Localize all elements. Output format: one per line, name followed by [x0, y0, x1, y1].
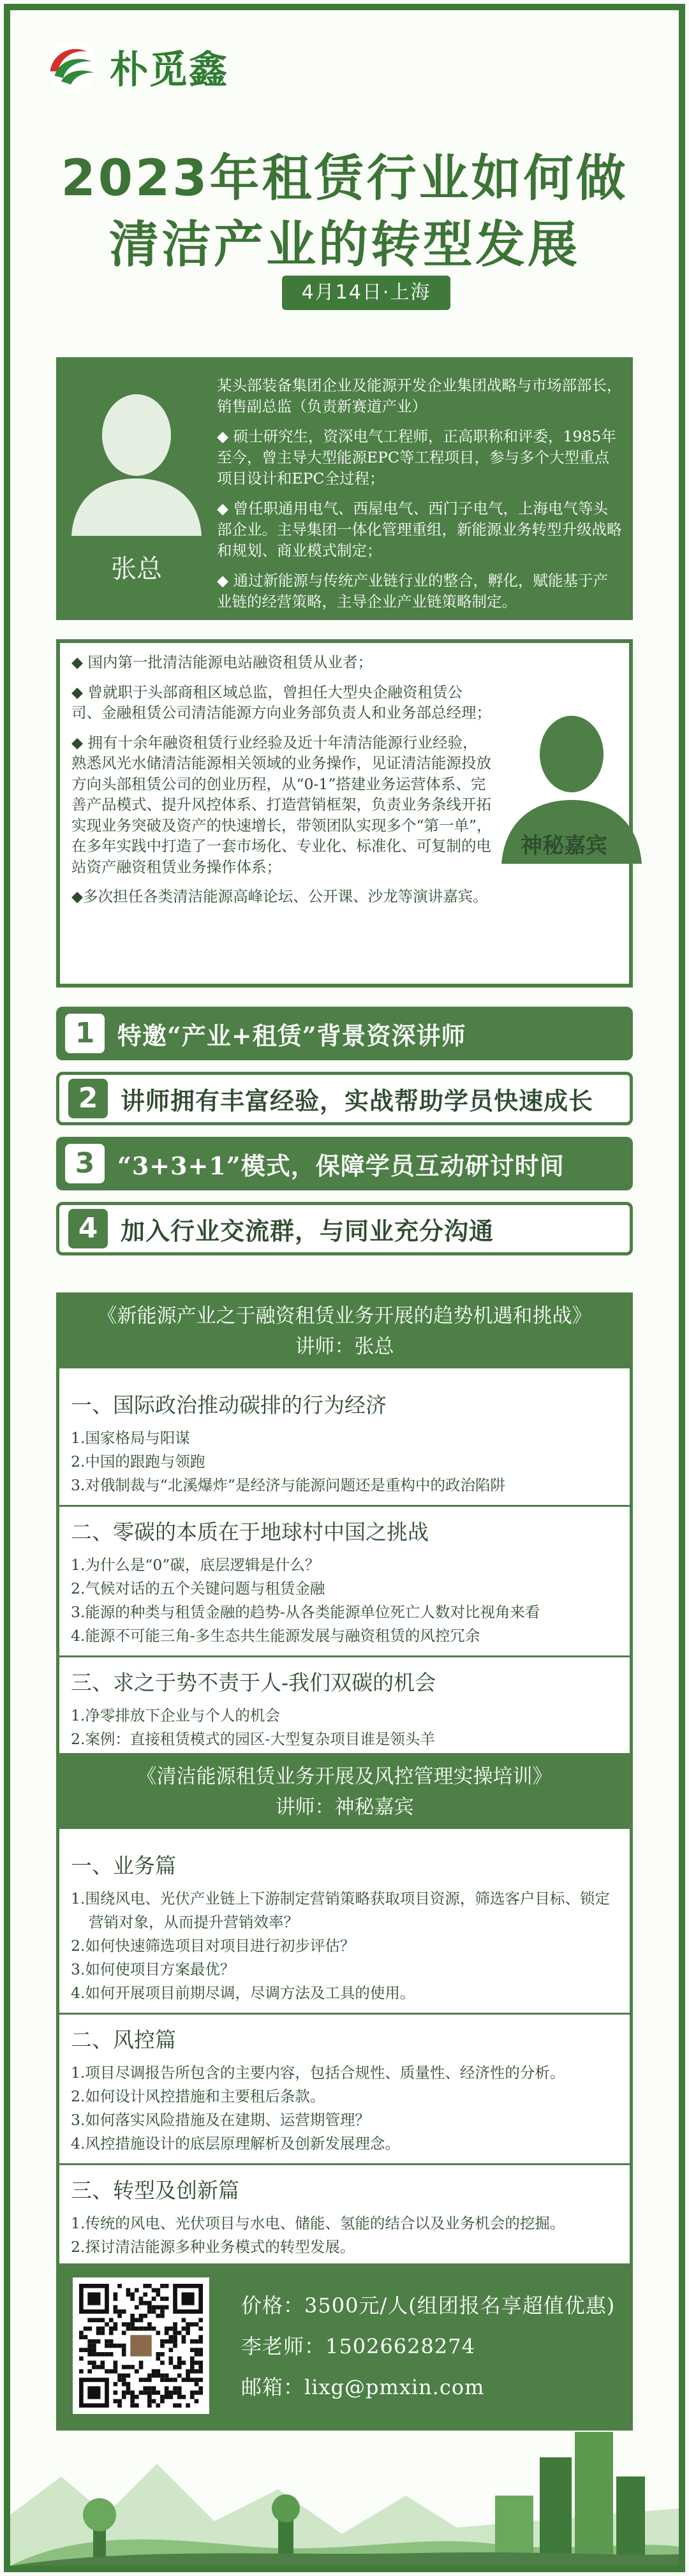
list-item: 1.国家格局与阳谋	[71, 1429, 190, 1447]
brand-logo-icon	[45, 40, 100, 94]
list-item: 2.气候对话的五个关键问题与租赁金融	[71, 1580, 325, 1597]
bio-paragraph: ◆ 硕士研究生，资深电气工程师，正高职称和评委，1985年至今，曾主导大型能源EPC等工程项目，参与多个大型重点项目设计和EPC全过程；	[217, 427, 616, 487]
speaker-2-name: 神秘嘉宾	[521, 833, 607, 859]
bio-paragraph: 某头部装备集团企业及能源开发企业集团战略与市场部部长，销售副总监（负责新赛道产业）	[217, 376, 622, 415]
section-title: 三、求之于势不责于人-我们双碳的机会	[71, 1670, 436, 1695]
section-title: 三、转型及创新篇	[71, 2178, 239, 2203]
bio-paragraph: ◆多次担任各类清洁能源高峰论坛、公开课、沙龙等演讲嘉宾。	[71, 887, 488, 905]
course-title: 《清洁能源租赁业务开展及风控管理实操培训》	[137, 1765, 552, 1788]
qr-code[interactable]	[73, 2277, 209, 2414]
bio-paragraph: ◆ 拥有十余年融资租赁行业经验及近十年清洁能源行业经验，熟悉风光水储清洁能源相关领域的业务操作，见证清洁能源投放方向头部租赁公司的创业历程，从“0-1”搭建业务运营体系、完善产品模式、提升风控体系、打造营销框架，负责业务条线开拓实现业务突破及资产的快速增长，带领团队实现多个“第一单”，在多年实践中打造了一套市场化、专业化、标准化、可复制的电站资产融资租赁业务操作体系；	[71, 733, 492, 876]
feature-number: 2	[68, 1079, 108, 1118]
feature-item-1	[56, 1007, 633, 1060]
feature-number: 4	[68, 1209, 108, 1248]
list-item: 1.净零排放下企业与个人的机会	[71, 1706, 280, 1724]
brand-logo	[45, 40, 228, 94]
person-silhouette-icon	[65, 383, 208, 536]
list-item: 3.对俄制裁与“北溪爆炸”是经济与能源问题还是重构中的政治陷阱	[71, 1476, 505, 1494]
speaker-1-bio	[217, 375, 623, 621]
feature-number: 3	[65, 1144, 105, 1183]
qr-code-icon	[79, 2284, 203, 2408]
section-title: 二、零碳的本质在于地球村中国之挑战	[71, 1520, 429, 1544]
list-item: 1.为什么是“0”碳，底层逻辑是什么？	[71, 1556, 320, 1574]
divider	[59, 2013, 630, 2015]
feature-number: 1	[65, 1014, 105, 1053]
list-item: 3.如何使项目方案最优？	[71, 1960, 235, 1978]
list-item: 2.如何设计风控措施和主要租后条款。	[71, 2087, 325, 2105]
feature-text: 特邀“产业+租赁”背景资深讲师	[117, 1021, 466, 1050]
page-title	[0, 145, 689, 278]
list-item: 2.中国的跟跑与领跑	[71, 1453, 205, 1470]
speaker-2-bio	[71, 652, 493, 916]
list-item: 1.项目尽调报告所包含的主要内容，包括合规性、质量性、经济性的分析。	[71, 2064, 565, 2082]
list-item: 4.能源不可能三角-多生态共生能源发展与融资租赁的风控冗余	[71, 1627, 480, 1645]
list-item: 1.围绕风电、光伏产业链上下游制定营销策略获取项目资源，筛选客户目标、锁定营销对象，从而提升营销效率？	[71, 1890, 610, 1931]
list-item: 2.案例：直接租赁模式的园区-大型复杂项目谁是领头羊	[71, 1730, 435, 1748]
course-lecturer: 讲师：张总	[295, 1335, 394, 1358]
feature-text: 加入行业交流群，与同业充分沟通	[121, 1216, 494, 1245]
bio-paragraph: ◆ 曾任职通用电气、西屋电气、西门子电气，上海电气等头部企业。主导集团一体化管理重组，新能源业务转型升级战略和规划、商业模式制定；	[217, 500, 622, 559]
email-text[interactable]: 邮箱：lixg@pmxin.com	[241, 2375, 485, 2399]
course-lecturer: 讲师：神秘嘉宾	[275, 1796, 414, 1819]
title-line-1: 2023年租赁行业如何做	[61, 150, 628, 207]
course-title: 《新能源产业之于融资租赁业务开展的趋势机遇和挑战》	[97, 1305, 592, 1328]
list-item: 3.如何落实风险措施及在建期、运营期管理？	[71, 2111, 370, 2129]
section-title: 一、国际政治推动碳排的行为经济	[71, 1393, 387, 1418]
speaker-2-card	[56, 639, 633, 988]
feature-item-3	[56, 1137, 633, 1190]
feature-item-4	[56, 1202, 633, 1255]
course-2-header	[59, 1756, 630, 1829]
brand-name: 朴觅鑫	[110, 48, 228, 93]
list-item: 4.风控措施设计的底层原理解析及创新发展理念。	[71, 2135, 400, 2152]
divider	[59, 1655, 630, 1657]
contact-panel	[56, 2263, 633, 2431]
course-1-header	[59, 1296, 630, 1368]
course-2-body	[59, 1829, 630, 2259]
section-title: 二、风控篇	[71, 2027, 176, 2052]
teacher-phone[interactable]: 李老师：15026628274	[241, 2334, 475, 2358]
bio-paragraph: ◆ 国内第一批清洁能源电站融资租赁从业者；	[71, 653, 373, 671]
course-2-card	[56, 1753, 633, 2271]
list-item: 2.探讨清洁能源多种业务模式的转型发展。	[71, 2238, 355, 2256]
divider	[59, 1505, 630, 1507]
divider	[59, 2163, 630, 2165]
feature-text: “3+3+1”模式，保障学员互动研讨时间	[117, 1151, 565, 1180]
course-1-body	[59, 1368, 630, 1751]
list-item: 3.能源的种类与租赁金融的趋势-从各类能源单位死亡人数对比视角来看	[71, 1603, 540, 1621]
list-item: 4.如何开展项目前期尽调，尽调方法及工具的使用。	[71, 1984, 415, 2002]
list-item: 2.如何快速筛选项目对项目进行初步评估？	[71, 1937, 355, 1955]
bio-paragraph: ◆ 曾就职于头部商租区域总监，曾担任大型央企融资租赁公司、金融租赁公司清洁能源方向业务部负责人和业务部总经理；	[71, 683, 491, 722]
feature-item-2	[56, 1072, 633, 1125]
course-1-card	[56, 1292, 633, 1763]
bio-paragraph: ◆ 通过新能源与传统产业链行业的整合，孵化，赋能基于产业链的经营策略，主导企业产业链策略制定。	[217, 572, 609, 611]
title-line-2: 清洁产业的转型发展	[108, 216, 580, 274]
city-landscape-illustration	[10, 2419, 679, 2566]
price-text: 价格：3500元/人(组团报名享超值优惠)	[241, 2293, 616, 2318]
feature-text: 讲师拥有丰富经验，实战帮助学员快速成长	[121, 1086, 594, 1115]
list-item: 1.传统的风电、光伏项目与水电、储能、氢能的结合以及业务机会的挖掘。	[71, 2214, 565, 2232]
date-badge: 4月14日·上海	[282, 276, 450, 310]
speaker-1-card	[56, 357, 633, 620]
contact-info	[241, 2285, 615, 2408]
section-title: 一、业务篇	[71, 1853, 176, 1878]
speaker-1-name: 张总	[111, 554, 162, 584]
